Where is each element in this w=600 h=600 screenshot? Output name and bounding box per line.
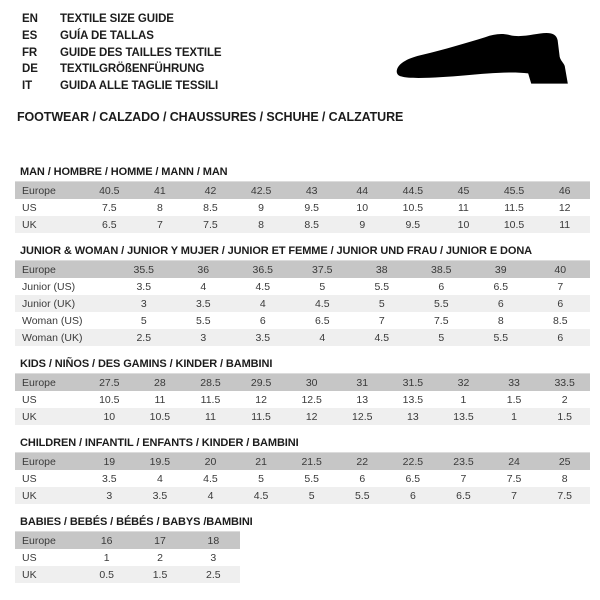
size-cell: 0.5: [80, 566, 133, 583]
size-cell: 28.5: [185, 374, 236, 392]
size-cell: 33.5: [539, 374, 590, 392]
size-cell: 6: [531, 295, 591, 312]
size-cell: 6: [259, 314, 266, 327]
size-cell: 5.5: [304, 472, 319, 485]
size-cell: 24: [489, 453, 540, 471]
size-cell: 8.5: [286, 216, 337, 233]
size-cell: 3: [174, 329, 234, 346]
section-title: BABIES / BEBÉS / BÉBÉS / BABYS /BAMBINI: [20, 516, 253, 528]
size-cell: 22.5: [388, 453, 439, 471]
language-code: ES: [22, 29, 38, 42]
size-cell: 8: [497, 314, 504, 327]
table-header-row: [15, 261, 590, 279]
size-cell: 38.5: [412, 261, 472, 279]
size-cell: 6.5: [314, 314, 330, 327]
size-cell: 4.5: [293, 295, 353, 312]
size-cell: 36.5: [233, 261, 293, 279]
size-cell: 32: [438, 374, 489, 392]
size-cell: 5: [286, 487, 337, 504]
size-cell: 6: [438, 280, 445, 293]
language-title: GUÍA DE TALLAS: [60, 29, 154, 42]
size-section-babies: [15, 516, 590, 583]
size-cell: 4: [200, 280, 207, 293]
size-cell: 11: [458, 201, 469, 214]
row-label: Europe: [15, 261, 114, 279]
row-label: Woman (US): [22, 314, 83, 327]
size-cell: 5: [140, 314, 147, 327]
size-cell: 1: [460, 393, 467, 406]
size-cell: 9: [258, 201, 264, 214]
size-cell: 13.5: [438, 408, 489, 425]
size-cell: 11: [539, 216, 590, 233]
size-cell: 1.5: [539, 408, 590, 425]
language-row-it: [22, 78, 222, 95]
language-row-de: [22, 61, 222, 78]
size-cell: 11: [185, 408, 236, 425]
size-cell: 22: [337, 453, 388, 471]
size-cell: 18: [187, 532, 240, 550]
size-cell: 2.5: [187, 566, 240, 583]
table-row: [15, 408, 590, 425]
size-cell: 1.5: [506, 393, 522, 406]
size-cell: 30: [286, 374, 337, 392]
size-section-children: [15, 437, 590, 504]
language-guide-list: [22, 11, 222, 95]
size-cell: 25: [539, 453, 590, 471]
dress-shoe-icon: [392, 32, 580, 94]
language-title: TEXTILGRÖßENFÜHRUNG: [60, 63, 205, 76]
size-cell: 7.5: [101, 201, 117, 214]
row-label: UK: [15, 216, 84, 233]
row-label: Junior (US): [22, 280, 76, 293]
size-cell: 41: [135, 182, 186, 200]
size-cell: 45: [438, 182, 489, 200]
size-cell: 20: [185, 453, 236, 471]
size-cell: 44.5: [388, 182, 439, 200]
size-cell: 5: [258, 472, 264, 485]
size-cell: 8.5: [552, 314, 568, 327]
size-cell: 6.5: [84, 216, 135, 233]
row-label: Europe: [15, 532, 80, 550]
size-cell: 5.5: [471, 329, 531, 346]
size-cell: 5.5: [412, 295, 472, 312]
size-cell: 17: [133, 532, 186, 550]
size-cell: 11: [154, 393, 166, 406]
size-table-kids: [15, 373, 590, 425]
size-cell: 5: [352, 295, 412, 312]
row-label: Junior (UK): [15, 295, 114, 312]
size-cell: 6.5: [493, 280, 509, 293]
size-cell: 29.5: [236, 374, 287, 392]
size-cell: 7: [378, 314, 385, 327]
size-cell: 2: [157, 551, 163, 564]
row-label: Europe: [15, 453, 84, 471]
size-cell: 11.5: [236, 408, 287, 425]
size-cell: 4.5: [255, 280, 271, 293]
size-cell: 5.5: [374, 280, 390, 293]
size-cell: 31: [337, 374, 388, 392]
size-cell: 5.5: [195, 314, 211, 327]
language-row-es: [22, 28, 222, 45]
size-cell: 19: [84, 453, 135, 471]
row-label: UK: [15, 566, 80, 583]
size-section-kids: [15, 358, 590, 425]
size-cell: 8.5: [203, 201, 218, 214]
size-cell: 33: [489, 374, 540, 392]
size-cell: 7: [460, 472, 467, 485]
size-cell: 7: [489, 487, 540, 504]
size-cell: 35.5: [114, 261, 174, 279]
section-title: CHILDREN / INFANTIL / ENFANTS / KINDER / BAMBINI: [20, 437, 299, 449]
size-cell: 4: [156, 472, 163, 485]
size-cell: 46: [539, 182, 590, 200]
size-cell: 5: [412, 329, 472, 346]
table-row: [15, 295, 590, 312]
size-table-man: [15, 181, 590, 233]
size-cell: 31.5: [388, 374, 439, 392]
size-cell: 4.5: [203, 472, 218, 485]
size-cell: 10.5: [99, 393, 120, 406]
size-cell: 3: [210, 551, 217, 564]
size-cell: 42: [185, 182, 236, 200]
size-cell: 10.5: [489, 216, 540, 233]
table-row: [15, 278, 590, 295]
size-cell: 7: [135, 216, 186, 233]
row-label: US: [22, 201, 37, 214]
row-label: UK: [15, 487, 84, 504]
size-table-children: [15, 452, 590, 504]
table-header-row: [15, 374, 590, 392]
language-title: GUIDE DES TAILLES TEXTILE: [60, 46, 222, 59]
size-cell: 37.5: [293, 261, 353, 279]
size-cell: 8: [236, 216, 287, 233]
size-tables: [15, 166, 590, 595]
size-section-man: [15, 166, 590, 233]
size-cell: 3: [84, 487, 135, 504]
row-label: US: [22, 551, 37, 564]
row-label: Woman (UK): [15, 329, 114, 346]
size-cell: 10: [438, 216, 489, 233]
section-title: JUNIOR & WOMAN / JUNIOR Y MUJER / JUNIOR ET FEMME / JUNIOR UND FRAU / JUNIOR E DONA: [20, 245, 533, 257]
size-cell: 40: [531, 261, 591, 279]
language-title: GUIDA ALLE TAGLIE TESSILI: [60, 80, 219, 93]
size-cell: 1: [489, 408, 540, 425]
language-code: DE: [22, 63, 38, 76]
size-cell: 10.5: [402, 201, 424, 214]
size-cell: 7.5: [433, 314, 449, 327]
size-cell: 3.5: [233, 329, 293, 346]
size-cell: 38: [352, 261, 412, 279]
size-cell: 8: [561, 472, 568, 485]
size-cell: 6.5: [405, 472, 421, 485]
table-header-row: [15, 532, 240, 550]
size-cell: 36: [174, 261, 234, 279]
size-cell: 12.5: [337, 408, 388, 425]
size-cell: 4: [185, 487, 236, 504]
size-cell: 43: [286, 182, 337, 200]
category-title: FOOTWEAR / CALZADO / CHAUSSURES / SCHUHE / CALZATURE: [17, 110, 404, 124]
row-label: US: [22, 472, 37, 485]
table-row: [15, 312, 590, 329]
size-cell: 6: [359, 472, 366, 485]
table-row: [15, 549, 240, 566]
size-cell: 42.5: [236, 182, 287, 200]
size-cell: 1: [103, 551, 110, 564]
language-row-fr: [22, 45, 222, 62]
size-cell: 9: [337, 216, 388, 233]
size-cell: 13.5: [402, 393, 424, 406]
size-cell: 12: [286, 408, 337, 425]
row-label: UK: [15, 408, 84, 425]
row-label: US: [22, 393, 37, 406]
table-row: [15, 566, 240, 583]
size-cell: 11.5: [504, 201, 524, 214]
size-cell: 6: [531, 329, 591, 346]
size-cell: 4: [293, 329, 353, 346]
size-cell: 13: [388, 408, 439, 425]
size-cell: 21: [236, 453, 287, 471]
size-cell: 9.5: [304, 201, 319, 214]
size-cell: 27.5: [84, 374, 135, 392]
language-row-en: [22, 11, 222, 28]
size-cell: 3: [114, 295, 174, 312]
language-code: EN: [22, 13, 38, 25]
size-cell: 10.5: [135, 408, 186, 425]
size-cell: 28: [135, 374, 186, 392]
size-cell: 1.5: [133, 566, 186, 583]
size-cell: 13: [356, 393, 369, 406]
table-row: [15, 391, 590, 408]
size-cell: 7: [557, 280, 564, 293]
size-cell: 3.5: [135, 487, 186, 504]
size-table-babies: [15, 531, 240, 583]
table-row: [15, 199, 590, 216]
size-cell: 6.5: [438, 487, 489, 504]
size-cell: 4.5: [352, 329, 412, 346]
table-row: [15, 487, 590, 504]
size-section-junior-woman: [15, 245, 590, 346]
language-title: TEXTILE SIZE GUIDE: [60, 13, 174, 25]
size-cell: 9.5: [388, 216, 439, 233]
size-cell: 10: [84, 408, 135, 425]
table-row: [15, 216, 590, 233]
size-cell: 6: [388, 487, 439, 504]
language-code: FR: [22, 46, 38, 59]
size-cell: 3.5: [101, 472, 117, 485]
size-cell: 2: [561, 393, 568, 406]
size-cell: 40.5: [84, 182, 135, 200]
size-cell: 12: [255, 393, 267, 406]
size-cell: 4: [233, 295, 293, 312]
section-title: MAN / HOMBRE / HOMME / MANN / MAN: [20, 166, 228, 178]
size-cell: 4.5: [236, 487, 287, 504]
table-row: [15, 470, 590, 487]
size-cell: 11.5: [200, 393, 221, 406]
size-cell: 6: [471, 295, 531, 312]
size-cell: 2.5: [114, 329, 174, 346]
size-cell: 12: [558, 201, 571, 214]
size-cell: 16: [80, 532, 133, 550]
table-header-row: [15, 182, 590, 200]
table-header-row: [15, 453, 590, 471]
size-cell: 3.5: [136, 280, 152, 293]
size-cell: 39: [471, 261, 531, 279]
size-cell: 8: [156, 201, 163, 214]
table-row: [15, 329, 590, 346]
row-label: Europe: [15, 374, 84, 392]
row-label: Europe: [15, 182, 84, 200]
language-code: IT: [22, 80, 33, 93]
size-cell: 44: [337, 182, 388, 200]
size-cell: 3.5: [174, 295, 234, 312]
size-cell: 12.5: [301, 393, 322, 406]
size-table-junior-woman: [15, 260, 590, 346]
size-cell: 23.5: [438, 453, 489, 471]
size-cell: 10: [356, 201, 369, 214]
size-cell: 7.5: [539, 487, 590, 504]
size-cell: 5: [319, 280, 326, 293]
size-cell: 45.5: [489, 182, 540, 200]
size-cell: 7.5: [185, 216, 236, 233]
size-cell: 5.5: [337, 487, 388, 504]
size-cell: 21.5: [286, 453, 337, 471]
size-cell: 7.5: [506, 472, 522, 485]
size-cell: 19.5: [135, 453, 186, 471]
section-title: KIDS / NIÑOS / DES GAMINS / KINDER / BAMBINI: [20, 358, 273, 370]
